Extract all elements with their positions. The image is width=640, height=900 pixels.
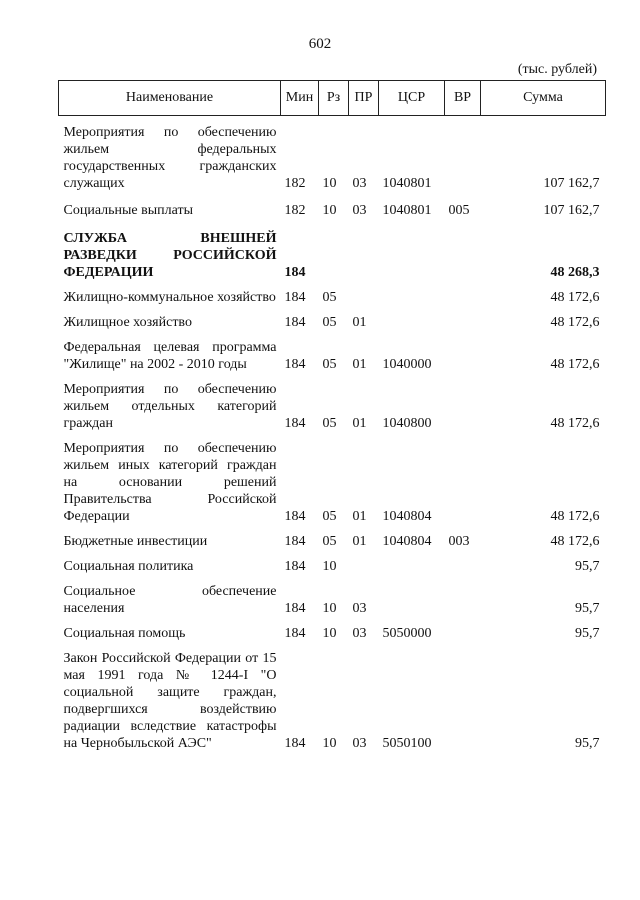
row-sum: 48 172,6 bbox=[550, 290, 600, 305]
row-csr: 1040000 bbox=[382, 357, 432, 372]
row-sum: 95,7 bbox=[575, 736, 600, 751]
row-rz: 10 bbox=[322, 736, 337, 751]
row-min: 184 bbox=[284, 509, 306, 524]
row-pr: 01 bbox=[352, 357, 367, 372]
row-name: Социальные выплаты bbox=[63, 203, 194, 218]
table-row bbox=[59, 306, 606, 331]
row-vr bbox=[445, 642, 481, 752]
row-sum: 48 172,6 bbox=[550, 315, 600, 330]
header-sum: Сумма bbox=[481, 81, 606, 116]
budget-table bbox=[58, 80, 606, 752]
row-pr: 01 bbox=[352, 315, 367, 330]
header-min: Мин bbox=[281, 81, 319, 116]
table-row bbox=[59, 192, 606, 219]
row-min: 184 bbox=[284, 416, 306, 431]
row-pr: 03 bbox=[352, 601, 367, 616]
row-min: 184 bbox=[284, 601, 306, 616]
row-pr: 03 bbox=[352, 176, 367, 191]
row-csr: 5050100 bbox=[382, 736, 432, 751]
row-rz bbox=[319, 219, 349, 281]
row-min: 184 bbox=[284, 534, 306, 549]
row-sum: 48 172,6 bbox=[550, 534, 600, 549]
header-rz: Рз bbox=[319, 81, 349, 116]
row-min: 184 bbox=[284, 357, 306, 372]
row-name: Жилищное хозяйство bbox=[63, 315, 192, 330]
row-name: Федеральная целевая программа "Жилище" на 2002 - 2010 годы bbox=[63, 340, 277, 372]
row-vr bbox=[445, 331, 481, 373]
row-vr bbox=[445, 306, 481, 331]
table-row bbox=[59, 116, 606, 193]
row-sum: 95,7 bbox=[575, 601, 600, 616]
row-rz: 05 bbox=[322, 509, 337, 524]
row-rz: 05 bbox=[322, 416, 337, 431]
row-csr bbox=[379, 219, 445, 281]
row-name: Жилищно-коммунальное хозяйство bbox=[63, 290, 276, 305]
row-vr bbox=[445, 219, 481, 281]
row-min: 182 bbox=[284, 203, 306, 218]
row-rz: 10 bbox=[322, 203, 337, 218]
row-sum: 48 172,6 bbox=[550, 509, 600, 524]
row-sum: 48 172,6 bbox=[550, 416, 600, 431]
table-row bbox=[59, 550, 606, 575]
row-name: Мероприятия по обеспечению жильем отдельных категорий граждан bbox=[63, 382, 277, 431]
row-min: 184 bbox=[284, 626, 306, 641]
table-row bbox=[59, 617, 606, 642]
row-pr bbox=[349, 550, 379, 575]
row-vr bbox=[445, 432, 481, 525]
row-vr bbox=[445, 617, 481, 642]
row-min: 184 bbox=[284, 265, 306, 280]
row-rz: 10 bbox=[322, 176, 337, 191]
row-name: Мероприятия по обеспечению жильем федеральных государственных гражданских служащих bbox=[63, 125, 277, 191]
row-name: Мероприятия по обеспечению жильем иных категорий граждан на основании решений Правительства Российской Федерации bbox=[63, 441, 277, 524]
header-name: Наименование bbox=[59, 81, 281, 116]
row-csr: 1040801 bbox=[382, 203, 432, 218]
row-rz: 10 bbox=[322, 559, 337, 574]
row-rz: 05 bbox=[322, 534, 337, 549]
table-row bbox=[59, 642, 606, 752]
row-min: 184 bbox=[284, 559, 306, 574]
row-sum: 107 162,7 bbox=[543, 203, 600, 218]
row-pr: 03 bbox=[352, 626, 367, 641]
row-name: СЛУЖБА ВНЕШНЕЙ РАЗВЕДКИ РОССИЙСКОЙ ФЕДЕРАЦИИ bbox=[63, 231, 277, 280]
row-pr bbox=[349, 281, 379, 306]
row-csr bbox=[379, 550, 445, 575]
header-csr: ЦСР bbox=[379, 81, 445, 116]
table-row bbox=[59, 432, 606, 525]
row-csr: 1040801 bbox=[382, 176, 432, 191]
row-pr: 03 bbox=[352, 736, 367, 751]
table-row bbox=[59, 373, 606, 432]
page-number: 602 bbox=[308, 36, 332, 52]
row-csr bbox=[379, 306, 445, 331]
row-rz: 05 bbox=[322, 290, 337, 305]
row-csr: 1040800 bbox=[382, 416, 432, 431]
row-sum: 95,7 bbox=[575, 626, 600, 641]
row-vr: 005 bbox=[448, 203, 470, 218]
table-row bbox=[59, 281, 606, 306]
row-sum: 95,7 bbox=[575, 559, 600, 574]
row-min: 184 bbox=[284, 736, 306, 751]
header-row bbox=[59, 81, 606, 116]
row-csr bbox=[379, 575, 445, 617]
row-vr bbox=[445, 373, 481, 432]
row-vr bbox=[445, 281, 481, 306]
row-min: 182 bbox=[284, 176, 306, 191]
row-pr: 01 bbox=[352, 509, 367, 524]
row-pr: 03 bbox=[352, 203, 367, 218]
row-vr bbox=[445, 116, 481, 193]
row-csr: 1040804 bbox=[382, 509, 432, 524]
row-name: Социальное обеспечение населения bbox=[63, 584, 277, 616]
row-sum: 48 268,3 bbox=[550, 265, 600, 280]
row-sum: 107 162,7 bbox=[543, 176, 600, 191]
units-label: (тыс. рублей) bbox=[517, 62, 597, 77]
row-sum: 48 172,6 bbox=[550, 357, 600, 372]
table-row bbox=[59, 219, 606, 281]
row-pr bbox=[349, 219, 379, 281]
row-pr: 01 bbox=[352, 534, 367, 549]
row-pr: 01 bbox=[352, 416, 367, 431]
row-min: 184 bbox=[284, 315, 306, 330]
row-rz: 10 bbox=[322, 601, 337, 616]
row-csr: 5050000 bbox=[382, 626, 432, 641]
row-name: Социальная политика bbox=[63, 559, 194, 574]
row-vr bbox=[445, 550, 481, 575]
row-name: Бюджетные инвестиции bbox=[63, 534, 208, 549]
row-rz: 05 bbox=[322, 315, 337, 330]
row-vr: 003 bbox=[448, 534, 470, 549]
table-row bbox=[59, 575, 606, 617]
header-pr: ПР bbox=[349, 81, 379, 116]
table-row bbox=[59, 331, 606, 373]
row-rz: 10 bbox=[322, 626, 337, 641]
table-row bbox=[59, 525, 606, 550]
row-name: Закон Российской Федерации от 15 мая 1991 года № 1244-I "О социальной защите граждан, подвергшихся воздействию радиации вследствие катастрофы на Чернобыльской АЭС" bbox=[63, 651, 277, 751]
row-rz: 05 bbox=[322, 357, 337, 372]
row-csr: 1040804 bbox=[382, 534, 432, 549]
row-min: 184 bbox=[284, 290, 306, 305]
row-csr bbox=[379, 281, 445, 306]
row-name: Социальная помощь bbox=[63, 626, 186, 641]
row-vr bbox=[445, 575, 481, 617]
header-vr: ВР bbox=[445, 81, 481, 116]
